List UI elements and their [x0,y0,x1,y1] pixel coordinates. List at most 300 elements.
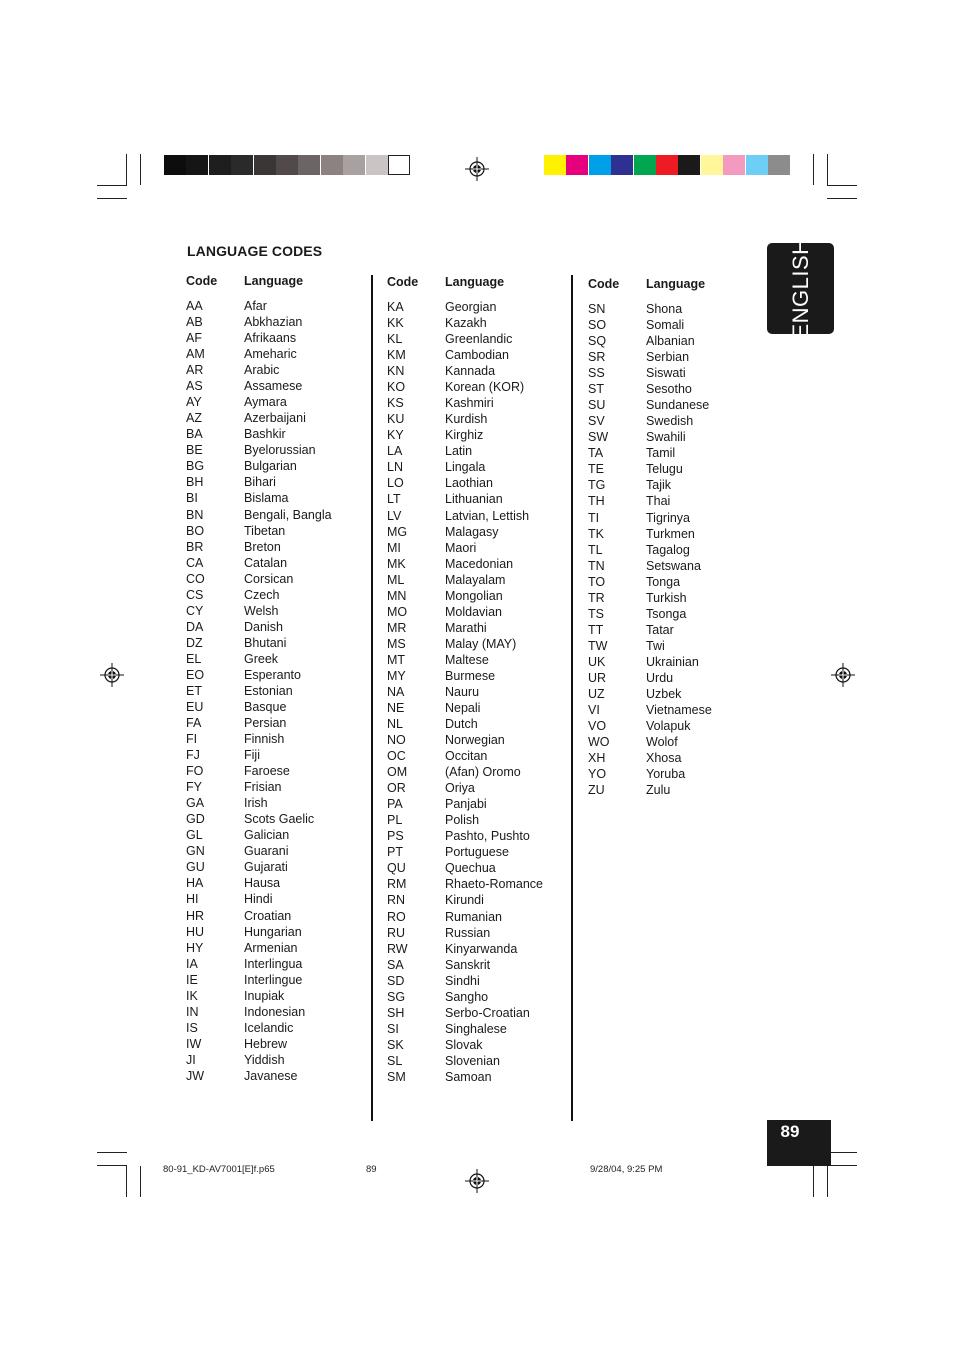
language-code: GL [186,828,203,843]
language-name: Kinyarwanda [445,941,518,956]
language-name: Tajik [646,478,672,493]
language-code: BI [186,491,198,506]
color-swatch [589,155,611,175]
language-name: Hebrew [244,1036,288,1051]
language-code: XH [588,751,606,766]
language-code: PL [387,813,403,828]
language-code: WO [588,735,610,750]
language-code: UR [588,670,607,685]
language-name: Breton [244,539,281,554]
language-name: Burmese [445,668,496,683]
language-name: Hausa [244,876,281,891]
column-header-code: Code [387,275,419,289]
language-name: Tsonga [646,606,687,621]
language-code: SD [387,973,405,988]
language-name: Zulu [646,783,671,798]
language-code: LA [387,444,403,459]
language-name: Corsican [244,571,294,586]
language-code: GD [186,812,205,827]
language-name: Tagalog [646,542,690,557]
language-code: MI [387,540,401,555]
language-name: Estonian [244,683,293,698]
language-name: Lithuanian [445,492,503,507]
language-code: TE [588,462,604,477]
language-name: Greek [244,651,279,666]
language-code: MS [387,636,406,651]
language-code: ST [588,382,604,397]
language-name: Korean (KOR) [445,380,525,395]
language-code: LO [387,476,404,491]
language-code: PS [387,829,404,844]
column-divider [571,275,573,1121]
language-name: Icelandic [244,1020,294,1035]
registration-mark-icon [465,157,489,181]
gray-swatch [298,155,320,175]
language-name: Urdu [646,670,674,685]
language-code: AY [186,395,202,410]
language-code: KS [387,396,404,411]
language-code: TI [588,510,600,525]
color-swatch [544,155,566,175]
language-code: TT [588,622,604,637]
language-name: Danish [244,619,283,634]
language-code: TW [588,638,608,653]
language-name: Georgian [445,300,497,314]
language-code: BG [186,459,205,474]
column-header-language: Language [244,274,304,288]
language-side-tab [767,238,834,339]
language-name: Aymara [244,395,287,410]
language-name: Nauru [445,684,480,699]
language-name: Tibetan [244,523,286,538]
language-name: Hungarian [244,924,302,939]
language-name: Kirghiz [445,428,484,443]
color-swatch [678,155,700,175]
language-name: Nepali [445,701,481,715]
language-name: Javanese [244,1068,298,1083]
language-code: OC [387,749,406,764]
language-code: OR [387,781,406,796]
language-code: AZ [186,411,202,426]
language-name: Dutch [445,717,478,732]
language-name: Greenlandic [445,332,513,347]
language-name: Norwegian [445,733,505,748]
language-code: TL [588,542,603,557]
language-name: Latin [445,444,473,459]
gray-swatch [164,155,186,175]
language-name: Ameharic [244,347,297,362]
language-name: Polish [445,813,480,828]
language-name: Yiddish [244,1052,285,1067]
language-code: IK [186,988,198,1003]
language-name: Sesotho [646,382,692,397]
language-name: Rumanian [445,909,502,924]
language-code: KN [387,364,405,379]
language-name: Catalan [244,555,288,570]
language-code: ZU [588,783,605,798]
language-name: Afar [244,299,267,313]
language-name: Serbian [646,350,690,365]
language-code: BA [186,427,203,442]
language-name: Marathi [445,620,487,635]
language-code: TN [588,558,605,573]
language-code: RU [387,925,406,940]
color-swatch [768,155,790,175]
language-code: ET [186,683,202,698]
language-code: MT [387,652,406,667]
language-name: Guarani [244,844,289,859]
language-code: BR [186,539,204,554]
language-code: IN [186,1004,199,1019]
language-code: TR [588,590,605,605]
language-name: Macedonian [445,556,514,571]
language-name: Esperanto [244,667,301,682]
language-name: Albanian [646,334,695,349]
language-code: TH [588,494,605,509]
language-code: MG [387,524,408,539]
language-name: Frisian [244,780,282,795]
language-code: FJ [186,748,200,763]
language-name: Galician [244,828,290,843]
language-code: HU [186,924,205,939]
language-code: IS [186,1020,198,1035]
gray-swatch [254,155,276,175]
language-name: Uzbek [646,686,682,701]
section-title: LANGUAGE CODES [187,243,323,259]
language-code: KA [387,300,404,314]
language-code: AB [186,315,203,330]
language-code: HR [186,908,205,923]
gray-swatch [276,155,298,175]
language-name: Wolof [646,735,678,750]
language-code: SG [387,989,406,1004]
language-code: SO [588,318,607,333]
language-name: Pashto, Pushto [445,829,530,844]
language-code: MR [387,620,407,635]
color-swatch [634,155,656,175]
language-side-tab-label: ENGLISH [787,238,813,339]
language-name: Fiji [244,748,260,763]
language-code: AM [186,347,205,362]
language-name: Ukrainian [646,654,699,669]
language-name: Swedish [646,414,694,429]
language-code: BE [186,443,203,458]
language-name: Sangho [445,989,489,1004]
language-name: Xhosa [646,751,682,766]
language-name: Bislama [244,491,289,506]
gray-swatch [209,155,231,175]
language-code: HY [186,940,204,955]
language-name: Bashkir [244,427,286,442]
language-name: Assamese [244,379,303,394]
language-code: SH [387,1005,405,1020]
language-name: Kurdish [445,412,488,427]
color-swatch [656,155,678,175]
language-code: NL [387,717,403,732]
language-name: Somali [646,318,685,333]
language-code: DZ [186,635,203,650]
language-name: Latvian, Lettish [445,508,530,523]
language-code: NA [387,684,405,699]
language-code: FO [186,764,204,779]
language-code: JI [186,1052,196,1067]
language-code: TS [588,606,604,621]
language-code: IE [186,972,198,987]
language-name: Azerbaijani [244,411,306,426]
color-swatch [746,155,768,175]
language-name: Bengali, Bangla [244,507,332,522]
language-code: SM [387,1069,406,1084]
language-code: CY [186,603,204,618]
footer-filename: 80-91_KD-AV7001[E]f.p65 [163,1164,275,1175]
gray-swatch [388,155,410,175]
language-code: KU [387,412,405,427]
language-code: JW [186,1068,205,1083]
gray-swatch [321,155,343,175]
language-code: SV [588,414,605,429]
column-header-code: Code [588,277,620,291]
language-name: Quechua [445,861,496,876]
language-code: SU [588,398,606,413]
language-code: EO [186,667,205,682]
language-name: Vietnamese [646,703,712,717]
language-code: AF [186,331,202,346]
language-code: PA [387,797,403,812]
language-code: VI [588,703,600,717]
gray-swatch [366,155,388,175]
language-name: Scots Gaelic [244,812,315,827]
language-code: GA [186,796,205,811]
language-code: HA [186,876,204,891]
language-name: Bihari [244,475,276,490]
footer-datetime: 9/28/04, 9:25 PM [590,1164,663,1175]
language-name: Gujarati [244,860,288,875]
language-name: Kirundi [445,893,484,908]
language-code: NE [387,701,405,715]
language-name: Singhalese [445,1021,507,1036]
language-code: HI [186,892,199,907]
language-name: Persian [244,716,287,731]
language-code: UK [588,654,606,669]
language-name: Kazakh [445,316,487,331]
language-code: FI [186,732,198,747]
gray-swatch [186,155,208,175]
language-name: Tigrinya [646,510,690,525]
language-code: CA [186,555,204,570]
language-name: Slovak [445,1037,483,1052]
language-code: SR [588,350,606,365]
language-name: Panjabi [445,797,487,812]
language-code: MK [387,556,406,571]
language-code: AA [186,299,203,313]
language-name: Rhaeto-Romance [445,877,543,892]
language-code: OM [387,765,408,780]
language-name: Volapuk [646,719,691,734]
language-code: AR [186,363,204,378]
language-code: MO [387,604,408,619]
language-code: BO [186,523,205,538]
language-code: SI [387,1021,399,1036]
language-code: KK [387,316,404,331]
language-code: BN [186,507,204,522]
language-code: KM [387,348,406,363]
color-swatch [566,155,588,175]
language-name: Czech [244,587,280,602]
language-code: NO [387,733,406,748]
language-code: ML [387,572,405,587]
language-name: Abkhazian [244,315,303,330]
language-name: Irish [244,796,268,811]
language-name: Hindi [244,892,273,907]
language-name: Byelorussian [244,443,316,458]
language-name: Telugu [646,462,683,477]
language-code: TK [588,526,604,541]
language-name: Lingala [445,460,486,475]
language-name: Arabic [244,363,280,378]
language-name: Turkmen [646,526,695,541]
language-code: GN [186,844,205,859]
language-name: Tamil [646,446,676,461]
language-name: Indonesian [244,1004,306,1019]
page-number-box [767,1120,831,1166]
language-code: QU [387,861,406,876]
language-code: RW [387,941,408,956]
language-name: Twi [646,638,665,653]
language-name: Croatian [244,908,292,923]
language-name: Thai [646,494,671,509]
footer-page: 89 [366,1164,377,1175]
language-code: BH [186,475,204,490]
language-name: Setswana [646,558,701,573]
language-name: Afrikaans [244,331,297,346]
column-divider [371,275,373,1121]
language-name: Interlingua [244,956,303,971]
language-name: Finnish [244,732,285,747]
gray-swatch [343,155,365,175]
language-code: LT [387,492,401,507]
language-code: SS [588,366,605,381]
language-name: Maltese [445,652,489,667]
language-name: Slovenian [445,1053,500,1068]
color-swatch [701,155,723,175]
language-code: TO [588,574,606,589]
language-name: Kashmiri [445,396,494,411]
language-code: MY [387,668,406,683]
language-code: IW [186,1036,202,1051]
language-code: LV [387,508,402,523]
language-code: AS [186,379,203,394]
color-swatch [611,155,633,175]
language-name: Yoruba [646,767,686,782]
language-code: SL [387,1053,403,1068]
language-name: Inupiak [244,988,285,1003]
language-name: Malay (MAY) [445,636,517,651]
language-code: IA [186,956,198,971]
language-name: Basque [244,700,287,714]
language-name: Occitan [445,749,488,764]
language-code: LN [387,460,403,475]
language-name: Sanskrit [445,957,491,972]
language-code: TG [588,478,606,493]
language-code: CS [186,587,204,602]
language-code: MN [387,588,407,603]
language-code: DA [186,619,204,634]
language-code: UZ [588,686,605,701]
column-header-code: Code [186,274,218,288]
language-name: Siswati [646,366,686,381]
language-name: Mongolian [445,588,503,603]
language-code: RM [387,877,407,892]
language-code: KY [387,428,404,443]
language-code: EL [186,651,202,666]
column-header-language: Language [646,277,706,291]
language-code: VO [588,719,607,734]
language-name: Moldavian [445,604,502,619]
registration-mark-icon [100,663,124,687]
language-name: Samoan [445,1069,492,1084]
language-name: Cambodian [445,348,509,363]
language-name: Swahili [646,430,686,445]
page-number: 89 [780,1122,800,1141]
language-code: YO [588,767,607,782]
language-name: Kannada [445,364,496,379]
language-code: RO [387,909,406,924]
language-code: SW [588,430,609,445]
language-code: EU [186,700,204,714]
language-code: TA [588,446,604,461]
language-name: Tonga [646,574,681,589]
language-name: Welsh [244,603,279,618]
registration-mark-icon [831,663,855,687]
registration-mark-icon [465,1169,489,1193]
language-code: KO [387,380,406,395]
gray-swatch [231,155,253,175]
language-name: Malayalam [445,572,506,587]
language-name: Portuguese [445,845,509,860]
language-code: KL [387,332,403,347]
language-code: GU [186,860,205,875]
language-name: Sindhi [445,973,480,988]
language-code: FA [186,716,202,731]
language-name: Sundanese [646,398,710,413]
language-code: CO [186,571,205,586]
language-name: Faroese [244,764,290,779]
column-header-language: Language [445,275,505,289]
language-code: SQ [588,334,607,349]
language-code: FY [186,780,202,795]
language-code: SK [387,1037,404,1052]
language-name: Bhutani [244,635,287,650]
language-name: (Afan) Oromo [445,765,521,780]
language-name: Laothian [445,476,493,491]
language-name: Shona [646,302,683,316]
language-name: Interlingue [244,972,303,987]
language-name: Armenian [244,940,298,955]
language-code: PT [387,845,403,860]
language-code: RN [387,893,406,908]
language-name: Serbo-Croatian [445,1005,530,1020]
language-name: Russian [445,925,491,940]
language-name: Bulgarian [244,459,297,474]
language-name: Malagasy [445,524,499,539]
language-name: Tatar [646,622,674,637]
language-name: Maori [445,540,477,555]
language-name: Oriya [445,781,475,796]
language-code: SA [387,957,404,972]
language-code: SN [588,302,606,316]
color-swatch [723,155,745,175]
language-name: Turkish [646,590,687,605]
